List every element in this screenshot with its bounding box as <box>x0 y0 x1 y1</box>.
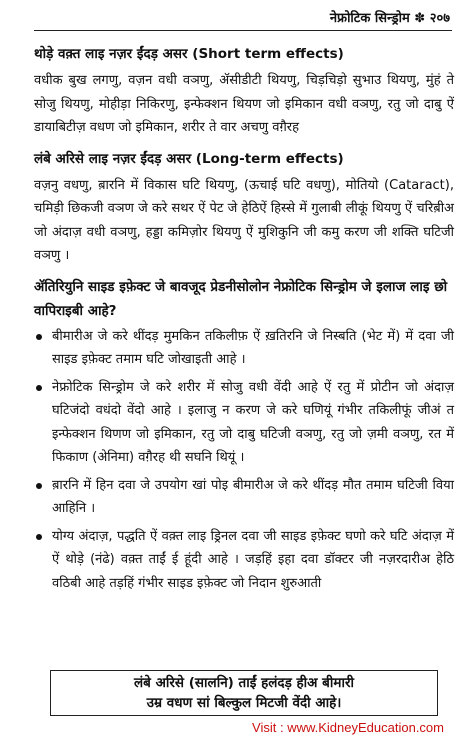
long-term-text: वज़नु वधणु, ब़ारनि में विकास घटि थियणु, (ऊचाई घटि वधणु), मोतियो (Cataract), चमिड़ी छिकजी वञण जे करे सथर ऐं पेट जे हेठिऐं हिस्से में गुलाबी लीकूं थियणु ऐं चरिब़ीअ जो अंदाज़ वधी वञणु, हड्डा कमिज़ोर थियणु ऐं मुशिकुनि जी कमु करण जी शक्ति घटिजी वञणु । <box>34 177 454 263</box>
list-item-text: योग्य अंदाज़, पद्धति ऐं वक़्त लाइ ड्रिनल दवा जी साइड इफ़ेक्ट घणो करे घटि अंदाज़ में ऐं थोड़े (नंढे) वक़्त ताईं ई हूंदी आहे । जड़हिं इहा दवा डॉक्टर जी नज़रदारीअ हेठि वठिबी आहे तड़हिं गंभीर साइड इफ़ेक्ट जो निदान शुरुआती <box>52 528 454 591</box>
list-item-text: नेफ्रोटिक सिन्ड्रोम जे करे शरीर में सोजु वधी वेंदी आहे ऐं रतु में प्रोटीन जो अंदाज़ घटिजंदो वधंदो वेंदो आहे । इलाजु न करण जे करे घणियूं गंभीर तकिलीफूं जीअं त इन्फेक्शन थिणण जो इमिकान, रतु जो दाबु घटिजी वञणु, रतु जो ज़मी वञणु, रत में फिकाण (अेनिमा) वग़ैरह थी सघनि थियूं । <box>52 379 454 465</box>
reasons-list <box>34 325 454 596</box>
short-term-heading: थोड़े वक़्त लाइ नज़र ईंदड़ असर (Short term effects) <box>34 46 344 62</box>
list-item <box>34 474 454 521</box>
bullet-icon <box>36 483 42 489</box>
header-rule <box>34 30 452 31</box>
highlight-box <box>50 670 438 716</box>
footer-website-link[interactable]: Visit : www.KidneyEducation.com <box>252 720 444 735</box>
bullet-icon <box>36 534 42 540</box>
list-item <box>34 325 454 372</box>
highlight-line-1: लंबे अरिसे (सालनि) ताईं हलंदड़ हीअ बीमारी <box>134 675 354 691</box>
list-item-text: बीमारीअ जे करे थींदड़ मुमकिन तकिलीफ़ ऐं ख़तिरनि जे निस्बति (भेट में) में दवा जी साइड इफ़ेक्ट तमाम घटि जोखाइती आहे । <box>52 328 454 367</box>
list-item <box>34 376 454 470</box>
list-item-text: ब़ारनि में हिन दवा जे उपयोग खां पोइ बीमारीअ जे करे थींदड़ मौत तमाम घटिजी विया आहिनि । <box>52 477 454 516</box>
bullet-icon <box>36 385 42 391</box>
highlight-line-2: उम्र वधण सां बिल्कुल मिटजी वेंदी आहे। <box>146 695 342 711</box>
bullet-icon <box>36 334 42 340</box>
running-head: नेफ्रोटिक सिन्ड्रोम ✽ २०७ <box>329 11 450 26</box>
question-heading: ॲतिरियुनि साइड इफ़ेक्ट जे बावजूद प्रेडनीसोलोन नेफ्रोटिक सिन्ड्रोम जे इलाज लाइ छो वापिराइबी आहे? <box>34 278 448 319</box>
short-term-text: वधीक बुख लगणु, वज़न वधी वञणु, ॲसीडीटी थियणु, चिड़चिड़ो सुभाउ थियणु, मुंहं ते सोजु थियणु, मोहीड़ा निकिरणु, इन्फेक्शन थियण जो इमिकान वधी वञणु, रतु जो दाबु ऐं डायाबिटीज़ वधण जो इमिकान, शरीर ते वार अचणु वग़ैरह <box>34 73 454 135</box>
list-item <box>34 525 454 596</box>
page-content <box>34 42 454 599</box>
long-term-heading: लंबे अरिसे लाइ नज़र ईंदड़ असर (Long-term effects) <box>34 150 344 167</box>
